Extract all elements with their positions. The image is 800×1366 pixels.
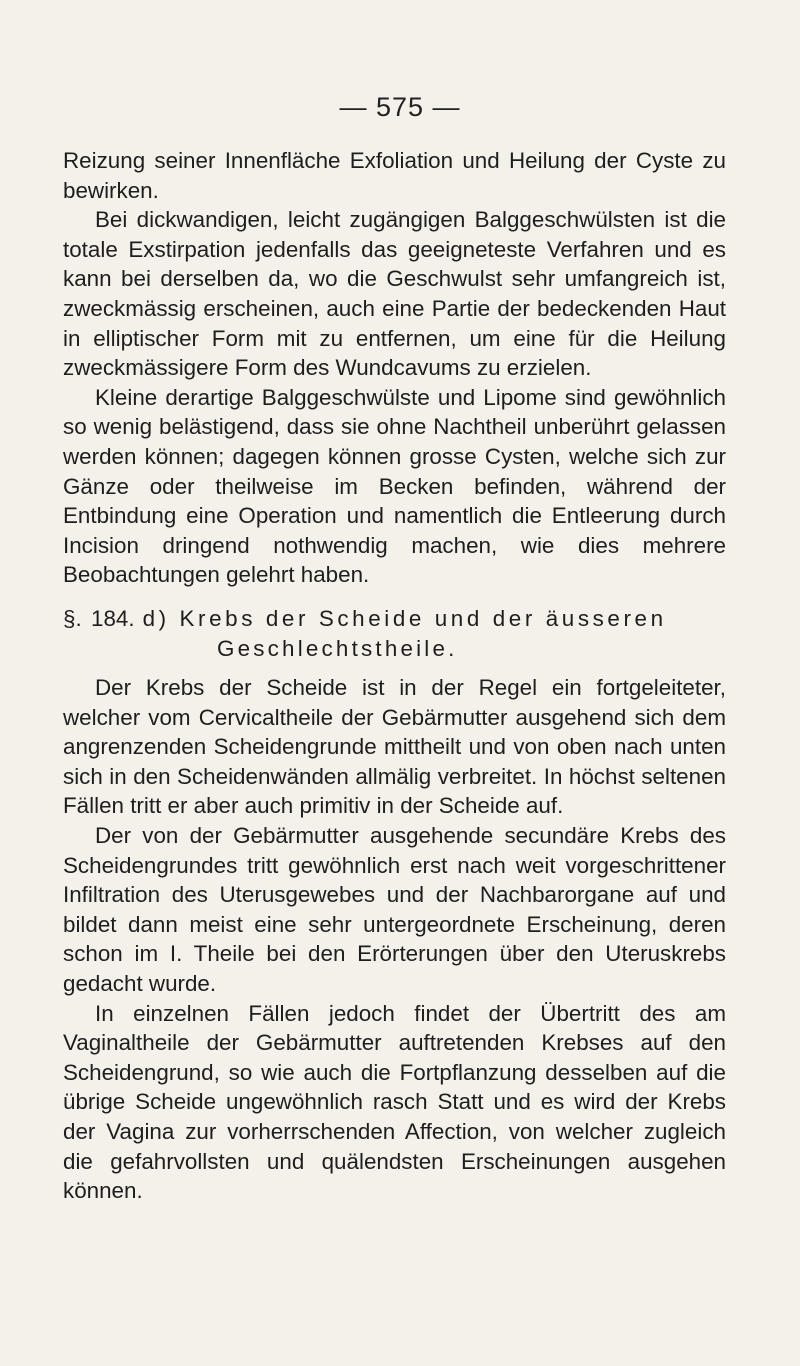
section-number: 184. (91, 605, 135, 631)
paragraph: Reizung seiner Innenfläche Exfoliation und Heilung der Cyste zu bewirken. (63, 148, 726, 203)
section-mark: §. (63, 605, 82, 631)
page-number: — 575 — (339, 92, 461, 122)
section-title-line1: d) Krebs der Scheide und der äusseren (142, 605, 667, 631)
paragraph: Der von der Gebärmutter ausgehende secundäre Krebs des Scheidengrundes tritt gewöhnlich erst nach weit vorgeschrittener Infiltration des Uterusgewebes und der Nachbarorgane auf und bildet dann meist eine sehr untergeordnete Erscheinung, deren schon im I. Theile bei den Erörterungen über den Uteruskrebs gedacht wurde. (63, 823, 726, 997)
section-title-line2: Geschlechtstheile. (217, 635, 458, 661)
body-text (63, 146, 726, 1206)
paragraph: Bei dickwandigen, leicht zugängigen Balggeschwülsten ist die totale Exstirpation jedenfalls das geeigneteste Verfahren und es kann bei derselben da, wo die Geschwulst sehr umfangreich ist, zweckmässig erscheinen, auch eine Partie der bedeckenden Haut in elliptischer Form mit zu entfernen, um eine für die Heilung zweckmässigere Form des Wundcavums zu erzielen. (63, 207, 726, 381)
paragraph: Der Krebs der Scheide ist in der Regel ein fortgeleiteter, welcher vom Cervicaltheile der Gebärmutter ausgehend sich dem angrenzenden Scheidengrunde mittheilt und von oben nach unten sich in den Scheidenwänden allmälig verbreitet. In höchst seltenen Fällen tritt er aber auch primitiv in der Scheide auf. (63, 675, 726, 819)
section-heading-line1 (63, 604, 726, 634)
paragraph: In einzelnen Fällen jedoch findet der Übertritt des am Vaginaltheile der Gebärmutter auftretenden Krebses auf den Scheidengrund, so wie auch die Fortpflanzung desselben auf die übrige Scheide ungewöhnlich rasch Statt und es wird der Krebs der Vagina zur vorherrschenden Affection, von welcher zugleich die gefahrvollsten und quälendsten Erscheinungen ausgehen können. (63, 1000, 726, 1204)
section-heading (63, 604, 726, 663)
paragraph: Kleine derartige Balggeschwülste und Lipome sind gewöhnlich so wenig belästigend, dass sie ohne Nachtheil unberührt gelassen werden können; dagegen können grosse Cysten, welche sich zur Gänze oder theilweise im Becken befinden, während der Entbindung eine Operation und namentlich die Entleerung durch Incision dringend nothwendig machen, wie dies mehrere Beobachtungen gelehrt haben. (63, 384, 726, 588)
